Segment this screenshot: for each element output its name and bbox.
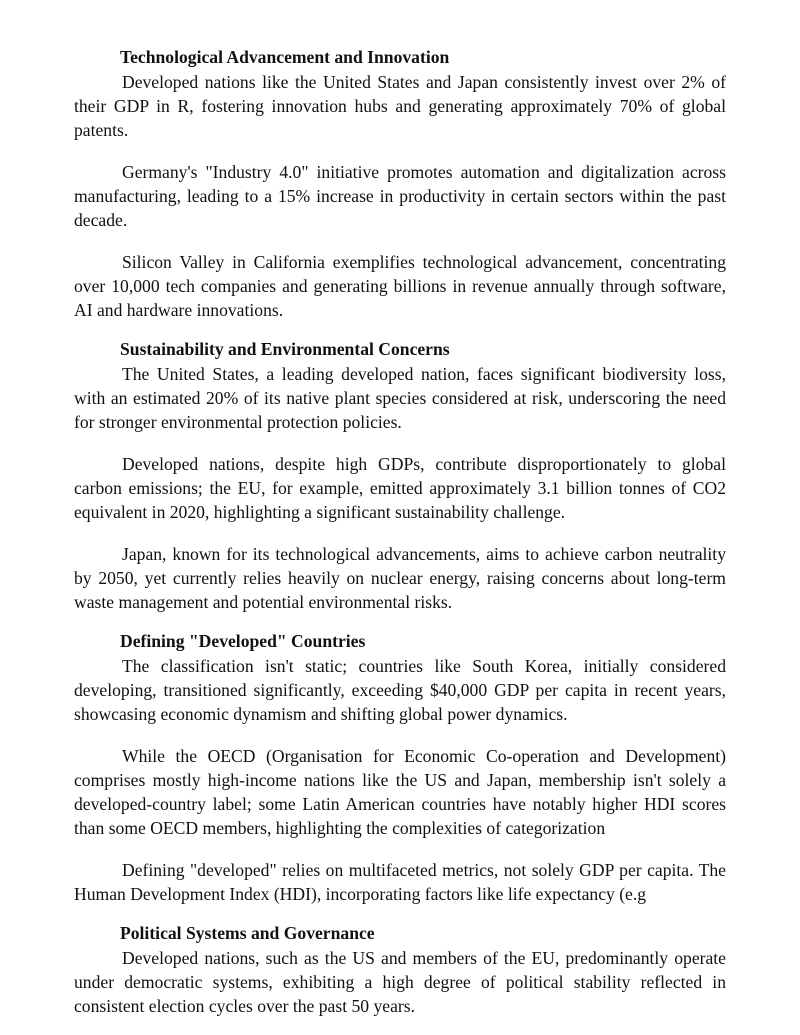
section-heading: Technological Advancement and Innovation <box>120 47 450 67</box>
paragraph: Silicon Valley in California exemplifies technological advancement, concentrating over 10,000 tech companies and generating billions in revenue annually through software, AI and hardware innovations. <box>74 252 726 320</box>
section-defining-developed <box>74 628 726 906</box>
paragraph: Japan, known for its technological advancements, aims to achieve carbon neutrality by 2050, yet currently relies heavily on nuclear energy, raising concerns about long-term waste management and potential environmental risks. <box>74 544 726 612</box>
section-heading: Political Systems and Governance <box>120 923 375 943</box>
section-heading: Sustainability and Environmental Concerns <box>120 339 450 359</box>
paragraph: The classification isn't static; countries like South Korea, initially considered developing, transitioned significantly, exceeding $40,000 GDP per capita in recent years, showcasing economic dynamism and shifting global power dynamics. <box>74 656 726 724</box>
paragraph: Developed nations, despite high GDPs, contribute disproportionately to global carbon emissions; the EU, for example, emitted approximately 3.1 billion tonnes of CO2 equivalent in 2020, highlighting a significant sustainability challenge. <box>74 454 726 522</box>
section-political-systems <box>74 920 726 1018</box>
section-heading: Defining "Developed" Countries <box>120 631 366 651</box>
paragraph: Defining "developed" relies on multifaceted metrics, not solely GDP per capita. The Human Development Index (HDI), incorporating factors like life expectancy (e.g <box>74 860 726 904</box>
document-page <box>74 44 726 1018</box>
section-sustainability <box>74 336 726 614</box>
paragraph: Developed nations like the United States and Japan consistently invest over 2% of their GDP in R, fostering innovation hubs and generating approximately 70% of global patents. <box>74 72 726 140</box>
paragraph: Developed nations, such as the US and members of the EU, predominantly operate under democratic systems, exhibiting a high degree of political stability reflected in consistent election cycles over the past 50 years. <box>74 948 726 1016</box>
paragraph: The United States, a leading developed nation, faces significant biodiversity loss, with an estimated 20% of its native plant species considered at risk, underscoring the need for stronger environmental protection policies. <box>74 364 726 432</box>
paragraph: While the OECD (Organisation for Economic Co-operation and Development) comprises mostly high-income nations like the US and Japan, membership isn't solely a developed-country label; some Latin American countries have notably higher HDI scores than some OECD members, highlighting the complexities of categorization <box>74 746 726 838</box>
section-technological-advancement <box>74 44 726 322</box>
paragraph: Germany's "Industry 4.0" initiative promotes automation and digitalization across manufacturing, leading to a 15% increase in productivity in certain sectors within the past decade. <box>74 162 726 230</box>
